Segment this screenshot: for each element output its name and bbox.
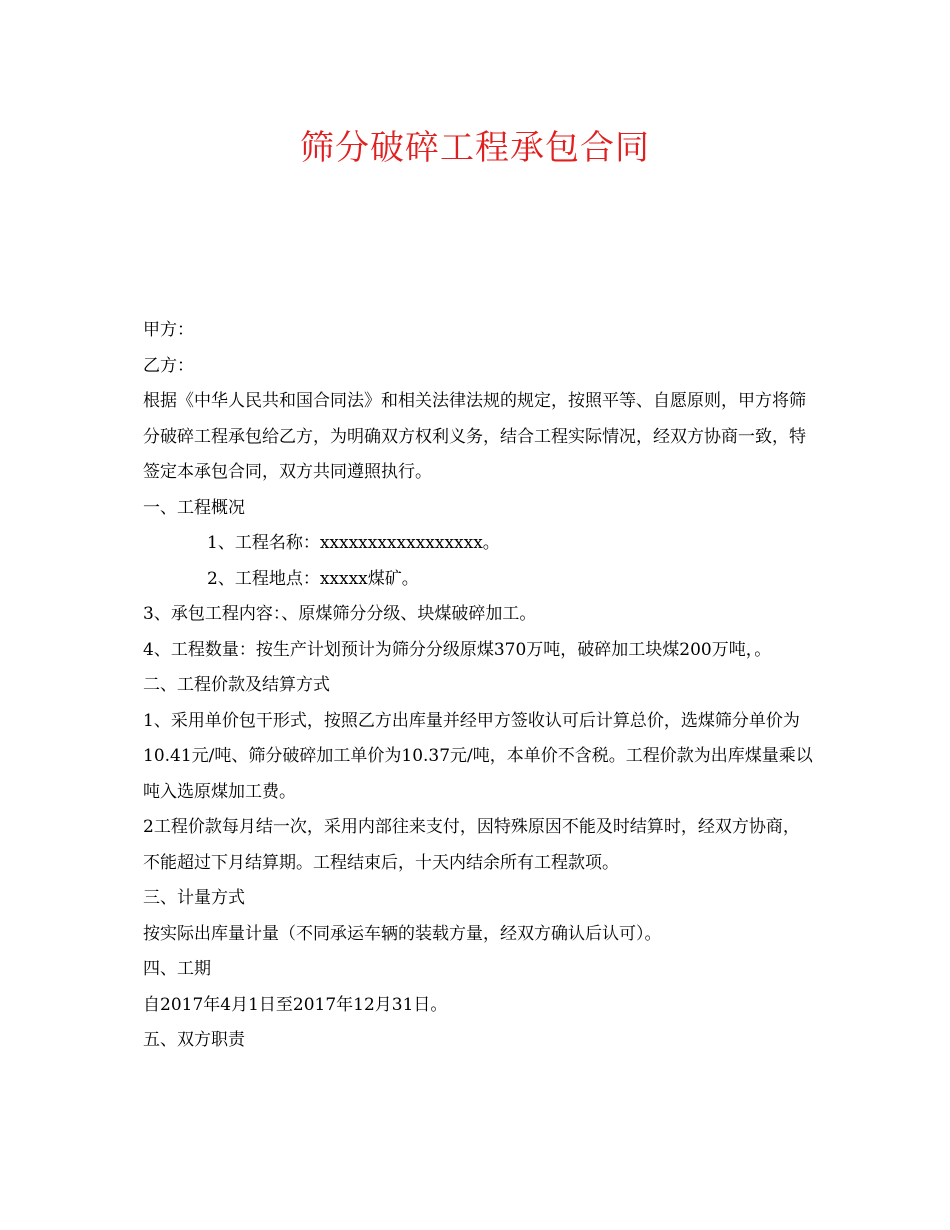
- clause-project-scope: 3、承包工程内容：、原煤筛分分级、块煤破碎加工。: [143, 604, 537, 624]
- document-title: 筛分破碎工程承包合同: [300, 128, 650, 168]
- clause-project-location: 2、工程地点：xxxxx煤矿。: [207, 568, 419, 589]
- party-a-line: 甲方：: [143, 320, 194, 340]
- clause-settlement: 2工程价款每月结一次，采用内部往来支付，因特殊原因不能及时结算时，经双方协商，不能超过下月结算期。工程结束后，十天内结余所有工程款项。: [143, 817, 800, 873]
- section-heading-3: 三、计量方式: [143, 888, 245, 908]
- clause-pricing: 1、采用单价包干形式，按照乙方出库量并经甲方签收认可后计算总价，选煤筛分单价为10.41元/吨、筛分破碎加工单价为10.37元/吨，本单价不含税。工程价款为出库煤量乘以吨入选原煤加工费。: [143, 710, 813, 802]
- section-heading-2: 二、工程价款及结算方式: [143, 675, 330, 695]
- preamble-paragraph: 根据《中华人民共和国合同法》和相关法律法规的规定，按照平等、自愿原则，甲方将筛分破碎工程承包给乙方，为明确双方权利义务，结合工程实际情况，经双方协商一致，特签定本承包合同，双方共同遵照执行。: [143, 391, 806, 482]
- document-body: [143, 313, 815, 1059]
- section-heading-4: 四、工期: [143, 959, 211, 979]
- party-b-line: 乙方：: [143, 355, 194, 376]
- clause-project-quantity: 4、工程数量：按生产计划预计为筛分分级原煤370万吨，破碎加工块煤200万吨，。: [143, 639, 772, 660]
- section-heading-5: 五、双方职责: [143, 1030, 245, 1050]
- clause-project-name: 1、工程名称：xxxxxxxxxxxxxxxxx。: [207, 533, 500, 553]
- clause-duration: 自2017年4月1日至2017年12月31日。: [143, 994, 448, 1015]
- section-heading-1: 一、工程概况: [143, 497, 245, 518]
- clause-measurement: 按实际出库量计量（不同承运车辆的装载方量，经双方确认后认可）。: [143, 923, 662, 944]
